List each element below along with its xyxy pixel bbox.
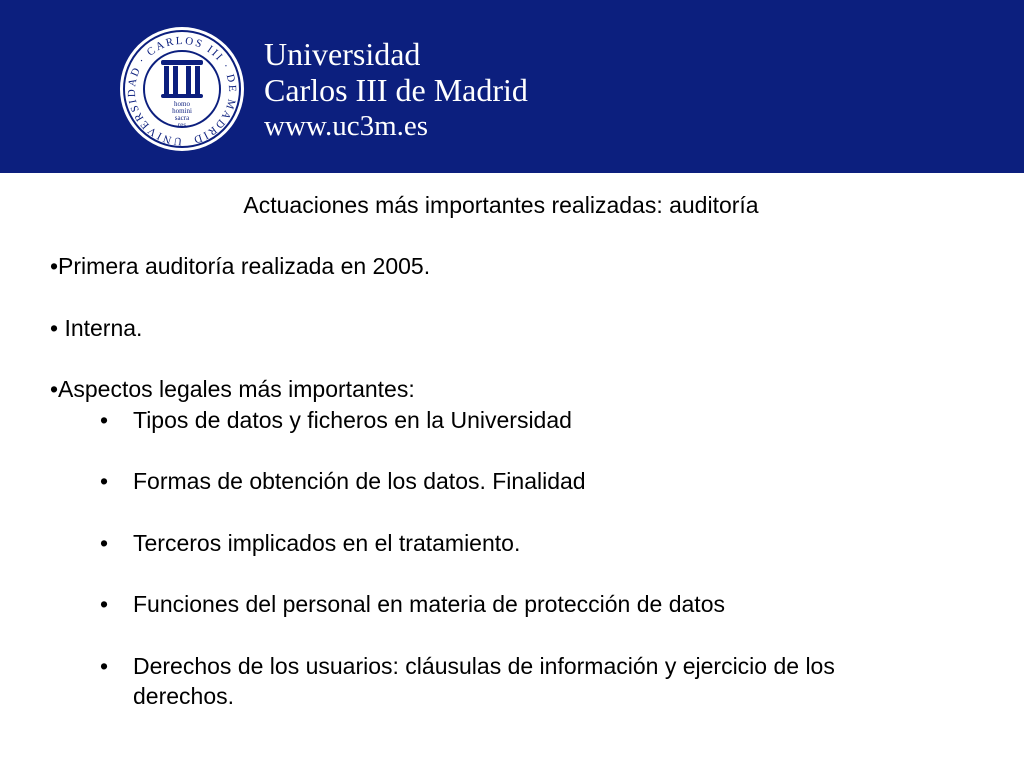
list-item-text: Formas de obtención de los datos. Finalidad	[133, 468, 586, 494]
university-name-line2: Carlos III de Madrid	[264, 72, 528, 108]
list-item-text: Derechos de los usuarios: cláusulas de información y ejercicio de los derechos.	[133, 653, 835, 709]
university-url: www.uc3m.es	[264, 110, 429, 142]
list-item-text: Funciones del personal en materia de protección de datos	[133, 591, 725, 617]
bullet-internal: • Interna.	[50, 315, 143, 341]
list-item-text: Tipos de datos y ficheros en la Universidad	[133, 407, 572, 433]
bullet-marker: •	[100, 591, 109, 617]
bullet-marker: •	[100, 653, 109, 679]
svg-text:UNIVERSIDAD · CARLOS III · DE: UNIVERSIDAD · CARLOS III · DE MADRID	[125, 34, 239, 148]
university-name-line1: Universidad	[264, 36, 421, 72]
list-item-text: Terceros implicados en el tratamiento.	[133, 530, 521, 556]
bullet-marker: •	[100, 407, 109, 433]
svg-text:sacra: sacra	[174, 114, 190, 122]
bullet-legal-aspects: •Aspectos legales más importantes:	[50, 376, 415, 402]
bullet-marker: •	[100, 468, 109, 494]
header-banner	[0, 0, 1024, 173]
svg-text:homini: homini	[172, 107, 192, 115]
bullet-first-audit: •Primera auditoría realizada en 2005.	[50, 253, 431, 279]
svg-text:homo: homo	[174, 100, 190, 108]
university-wordmark	[264, 36, 528, 144]
svg-text:res: res	[177, 121, 187, 129]
slide-title: Actuaciones más importantes realizadas: auditoría	[243, 192, 759, 218]
uc3m-seal-icon	[117, 26, 247, 152]
bullet-marker: •	[100, 530, 109, 556]
